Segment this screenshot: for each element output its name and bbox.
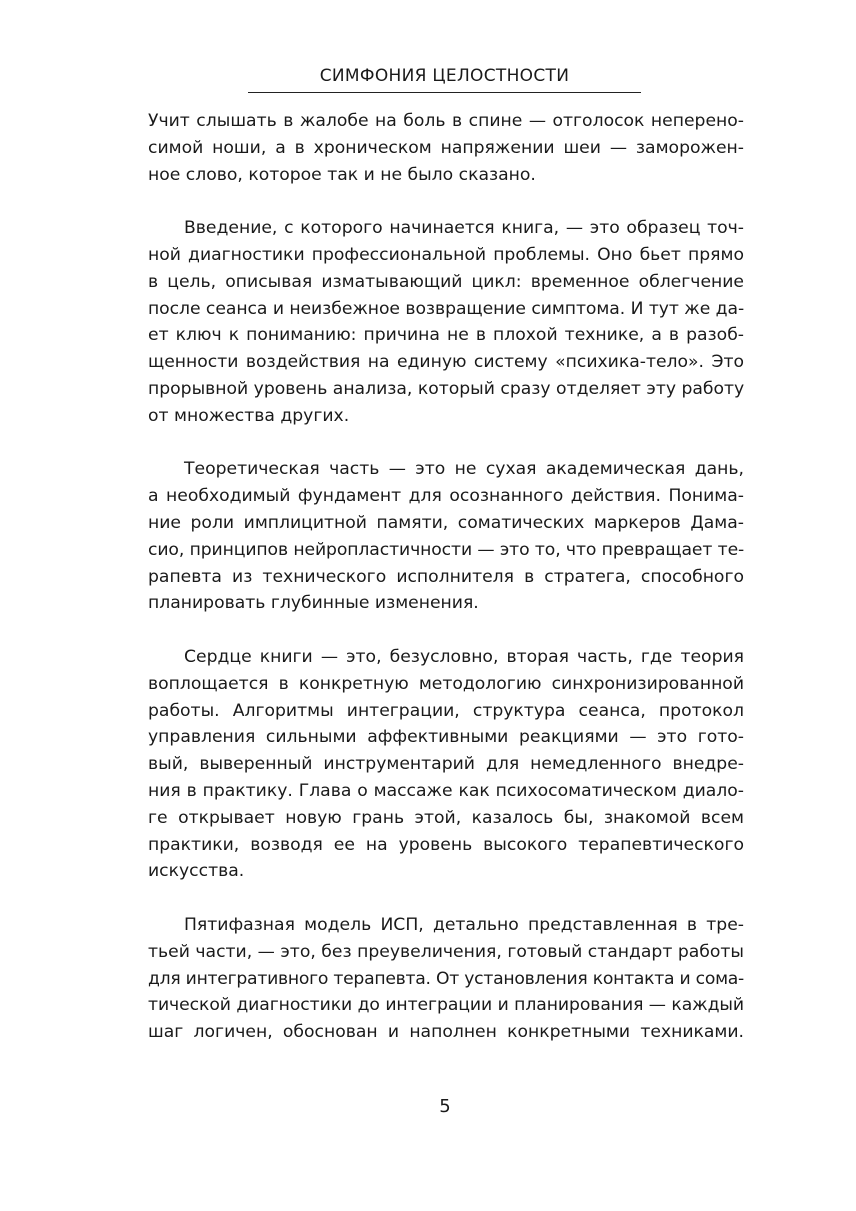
text-line: работы. Алгоритмы интеграции, структура сеанса, протокол [148, 700, 744, 721]
text-line: Теоретическая часть — это не сухая академическая дань, [184, 459, 744, 480]
text-line: Сердце книги — это, безусловно, вторая часть, где теория [184, 646, 744, 667]
body-text [148, 108, 744, 1073]
text-line: от множества других. [148, 405, 350, 426]
text-line: ге открывает новую грань этой, казалось бы, знакомой всем [148, 807, 744, 828]
text-line: тической диагностики до интеграции и планирования — каждый [148, 995, 744, 1016]
paragraph-5 [148, 912, 744, 1046]
text-line: ное слово, которое так и не было сказано. [148, 164, 536, 185]
text-line: практики, возводя ее на уровень высокого терапевтического [148, 834, 744, 855]
text-line: тьей части, — это, без преувеличения, готовый стандарт работы [148, 941, 744, 962]
paragraph-3 [148, 456, 744, 617]
text-line: управления сильными аффективными реакциями — это гото- [148, 727, 744, 748]
text-line: сио, принципов нейропластичности — это то, что превращает те- [148, 539, 745, 560]
paragraph-2 [148, 215, 744, 429]
paragraph-4 [148, 644, 744, 885]
text-line: искусства. [148, 861, 245, 882]
text-line: симой ноши, а в хроническом напряжении шеи — заморожен- [148, 137, 744, 158]
text-line: Пятифазная модель ИСП, детально представленная в тре- [184, 914, 744, 935]
text-line: Введение, с которого начинается книга, — это образец точ- [184, 218, 744, 239]
page-number: 5 [439, 1096, 451, 1117]
text-line: воплощается в конкретную методологию синхронизированной [148, 673, 744, 694]
text-line: ния в практику. Глава о массаже как психосоматическом диало- [148, 780, 744, 801]
text-line: прорывной уровень анализа, который сразу отделяет эту работу [148, 378, 745, 399]
text-line: ние роли имплицитной памяти, соматических маркеров Дама- [148, 512, 744, 533]
text-line: ет ключ к пониманию: причина не в плохой технике, а в разоб- [148, 325, 744, 346]
paragraph-1 [148, 108, 744, 188]
text-line: планировать глубинные изменения. [148, 593, 479, 614]
text-line: шаг логичен, обоснован и наполнен конкретными техниками. [148, 1022, 744, 1043]
text-line: вый, выверенный инструментарий для немедленного внедре- [148, 754, 744, 775]
header-rule [248, 92, 641, 93]
text-line: ной диагностики профессиональной проблемы. Оно бьет прямо [148, 244, 744, 265]
text-line: после сеанса и неизбежное возвращение симптома. И тут же да- [148, 298, 745, 319]
running-header-title: СИМФОНИЯ ЦЕЛОСТНОСТИ [319, 66, 570, 86]
text-line: в цель, описывая изматывающий цикл: временное облегчение [148, 271, 744, 292]
text-line: щенности воздействия на единую систему «психика-тело». Это [148, 352, 744, 373]
text-line: рапевта из технического исполнителя в стратега, способного [148, 566, 744, 587]
text-line: для интегративного терапевта. От установления контакта и сома- [148, 968, 744, 989]
text-line: Учит слышать в жалобе на боль в спине — отголосок неперено- [148, 111, 744, 131]
text-line: а необходимый фундамент для осознанного действия. Понима- [148, 486, 744, 507]
